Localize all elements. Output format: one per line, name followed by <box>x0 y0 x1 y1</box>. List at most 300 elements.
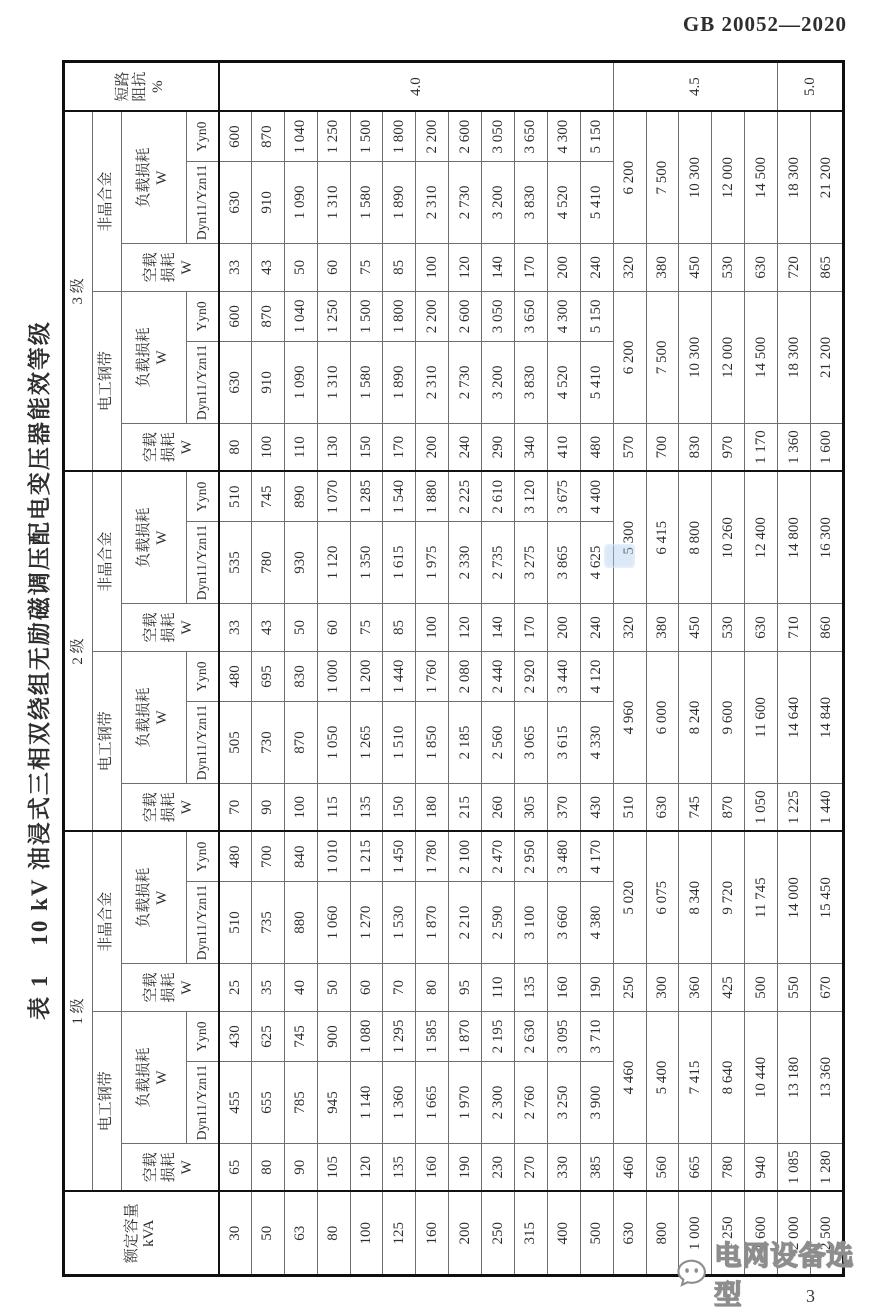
load-loss-yyn0-cell: 1 040 <box>284 291 317 341</box>
load-loss-yyn0-cell: 1 285 <box>350 471 383 521</box>
no-load-loss-cell: 830 <box>679 423 712 471</box>
load-loss-dyn11-cell: 1 360 <box>383 1062 416 1144</box>
load-loss-dyn11-cell: 3 830 <box>515 341 548 423</box>
load-loss-header <box>122 291 187 423</box>
header-line: 阻抗 <box>132 71 149 102</box>
load-loss-yyn0-cell: 430 <box>219 1012 252 1062</box>
load-loss-merged-cell: 4 460 <box>613 1012 646 1144</box>
no-load-loss-cell: 550 <box>778 964 811 1012</box>
load-loss-yyn0-cell: 2 080 <box>449 651 482 701</box>
table-row <box>416 61 449 1275</box>
no-load-loss-cell: 90 <box>284 1144 317 1192</box>
header-line: W <box>178 440 195 455</box>
load-loss-dyn11-cell: 2 185 <box>449 701 482 783</box>
no-load-loss-cell: 25 <box>219 964 252 1012</box>
impedance-cell: 5.0 <box>778 61 844 111</box>
load-loss-merged-cell: 14 000 <box>778 831 811 963</box>
load-loss-yyn0-cell: 1 450 <box>383 831 416 881</box>
header-line: kVA <box>141 1219 158 1247</box>
load-loss-dyn11-cell: 4 330 <box>580 701 613 783</box>
load-loss-dyn11-cell: 3 200 <box>482 161 515 243</box>
load-loss-dyn11-cell: 1 970 <box>449 1062 482 1144</box>
load-loss-yyn0-cell: 3 120 <box>515 471 548 521</box>
load-loss-yyn0-cell: 5 150 <box>580 291 613 341</box>
load-loss-yyn0-cell: 3 710 <box>580 1012 613 1062</box>
load-loss-dyn11-cell: 3 275 <box>515 521 548 603</box>
table-row <box>251 61 284 1275</box>
load-loss-merged-cell: 10 440 <box>745 1012 778 1144</box>
impedance-cell: 4.0 <box>219 61 614 111</box>
load-loss-merged-cell: 6 000 <box>646 651 679 783</box>
no-load-loss-cell: 530 <box>712 603 745 651</box>
no-load-loss-cell: 425 <box>712 964 745 1012</box>
header-line: 短路 <box>114 71 131 102</box>
table-row <box>613 61 646 1275</box>
no-load-loss-cell: 870 <box>712 783 745 831</box>
load-loss-merged-cell: 14 800 <box>778 471 811 603</box>
load-loss-dyn11-cell: 630 <box>219 341 252 423</box>
load-loss-yyn0-cell: 1 010 <box>317 831 350 881</box>
no-load-loss-cell: 380 <box>646 603 679 651</box>
load-loss-yyn0-cell: 700 <box>251 831 284 881</box>
load-loss-yyn0-cell: 4 300 <box>547 111 580 161</box>
no-load-loss-cell: 320 <box>613 243 646 291</box>
load-loss-dyn11-cell: 1 870 <box>416 882 449 964</box>
load-loss-dyn11-cell: 4 625 <box>580 521 613 603</box>
load-loss-dyn11-cell: 2 210 <box>449 882 482 964</box>
no-load-loss-header <box>122 603 219 651</box>
load-loss-merged-cell: 8 240 <box>679 651 712 783</box>
no-load-loss-cell: 60 <box>350 964 383 1012</box>
capacity-cell: 100 <box>350 1192 383 1276</box>
load-loss-dyn11-cell: 1 120 <box>317 521 350 603</box>
capacity-cell: 400 <box>547 1192 580 1276</box>
load-loss-dyn11-cell: 1 060 <box>317 882 350 964</box>
no-load-loss-cell: 510 <box>613 783 646 831</box>
load-loss-dyn11-cell: 3 615 <box>547 701 580 783</box>
no-load-loss-cell: 745 <box>679 783 712 831</box>
load-loss-yyn0-cell: 600 <box>219 111 252 161</box>
no-load-loss-header <box>122 1144 219 1192</box>
load-loss-yyn0-cell: 3 095 <box>547 1012 580 1062</box>
winding-header-dyn11: Dyn11/Yzn11 <box>187 341 219 423</box>
load-loss-dyn11-cell: 3 250 <box>547 1062 580 1144</box>
capacity-cell: 30 <box>219 1192 252 1276</box>
load-loss-dyn11-cell: 1 890 <box>383 161 416 243</box>
no-load-loss-cell: 410 <box>547 423 580 471</box>
material-header-steel: 电工钢带 <box>93 1012 122 1192</box>
load-loss-yyn0-cell: 2 440 <box>482 651 515 701</box>
load-loss-merged-cell: 14 500 <box>745 111 778 243</box>
load-loss-yyn0-cell: 2 225 <box>449 471 482 521</box>
winding-header-dyn11: Dyn11/Yzn11 <box>187 161 219 243</box>
no-load-loss-cell: 1 225 <box>778 783 811 831</box>
no-load-loss-cell: 80 <box>219 423 252 471</box>
no-load-loss-cell: 480 <box>580 423 613 471</box>
load-loss-yyn0-cell: 745 <box>251 471 284 521</box>
table-row <box>712 61 745 1275</box>
load-loss-yyn0-cell: 480 <box>219 831 252 881</box>
load-loss-dyn11-cell: 785 <box>284 1062 317 1144</box>
no-load-loss-cell: 120 <box>449 243 482 291</box>
no-load-loss-cell: 140 <box>482 243 515 291</box>
table-title <box>12 63 62 1277</box>
load-loss-yyn0-cell: 3 440 <box>547 651 580 701</box>
load-loss-dyn11-cell: 505 <box>219 701 252 783</box>
load-loss-merged-cell: 18 300 <box>778 111 811 243</box>
load-loss-yyn0-cell: 4 300 <box>547 291 580 341</box>
page-number: 3 <box>806 1286 815 1306</box>
load-loss-dyn11-cell: 3 865 <box>547 521 580 603</box>
header-line: 负载损耗 <box>136 147 153 208</box>
load-loss-yyn0-cell: 1 870 <box>449 1012 482 1062</box>
capacity-cell: 1 250 <box>712 1192 745 1276</box>
capacity-cell: 2 000 <box>778 1192 811 1276</box>
material-header-steel: 电工钢带 <box>93 651 122 831</box>
load-loss-merged-cell: 21 200 <box>811 291 844 423</box>
winding-header-yyn0: Yyn0 <box>187 471 219 521</box>
load-loss-merged-cell: 8 800 <box>679 471 712 603</box>
header-line: 空载 <box>143 432 160 463</box>
no-load-loss-cell: 430 <box>580 783 613 831</box>
grade-header: 2 级 <box>64 471 93 831</box>
no-load-loss-header <box>122 783 219 831</box>
no-load-loss-cell: 120 <box>350 1144 383 1192</box>
no-load-loss-cell: 340 <box>515 423 548 471</box>
load-loss-yyn0-cell: 1 585 <box>416 1012 449 1062</box>
load-loss-dyn11-cell: 2 760 <box>515 1062 548 1144</box>
header-row-materials <box>93 61 122 1275</box>
header-line: % <box>150 80 167 93</box>
no-load-loss-cell: 50 <box>284 243 317 291</box>
load-loss-yyn0-cell: 1 250 <box>317 111 350 161</box>
no-load-loss-cell: 135 <box>515 964 548 1012</box>
load-loss-dyn11-cell: 3 830 <box>515 161 548 243</box>
no-load-loss-cell: 60 <box>317 243 350 291</box>
load-loss-merged-cell: 14 640 <box>778 651 811 783</box>
load-loss-yyn0-cell: 3 480 <box>547 831 580 881</box>
load-loss-dyn11-cell: 1 580 <box>350 161 383 243</box>
capacity-cell: 1 000 <box>679 1192 712 1276</box>
capacity-cell: 2 500 <box>811 1192 844 1276</box>
load-loss-dyn11-cell: 2 730 <box>449 161 482 243</box>
no-load-loss-cell: 130 <box>317 423 350 471</box>
impedance-header <box>64 61 219 111</box>
capacity-cell: 250 <box>482 1192 515 1276</box>
no-load-loss-cell: 100 <box>416 243 449 291</box>
material-header-amorphous: 非晶合金 <box>93 471 122 651</box>
load-loss-dyn11-cell: 1 615 <box>383 521 416 603</box>
no-load-loss-cell: 360 <box>679 964 712 1012</box>
load-loss-merged-cell: 11 745 <box>745 831 778 963</box>
load-loss-merged-cell: 7 415 <box>679 1012 712 1144</box>
no-load-loss-cell: 385 <box>580 1144 613 1192</box>
no-load-loss-cell: 160 <box>547 964 580 1012</box>
no-load-loss-cell: 290 <box>482 423 515 471</box>
no-load-loss-cell: 670 <box>811 964 844 1012</box>
capacity-cell: 500 <box>580 1192 613 1276</box>
header-line: 负载损耗 <box>136 327 153 388</box>
no-load-loss-header <box>122 423 219 471</box>
no-load-loss-cell: 65 <box>219 1144 252 1192</box>
load-loss-header <box>122 111 187 243</box>
load-loss-dyn11-cell: 5 410 <box>580 161 613 243</box>
load-loss-yyn0-cell: 625 <box>251 1012 284 1062</box>
load-loss-merged-cell: 9 720 <box>712 831 745 963</box>
no-load-loss-cell: 460 <box>613 1144 646 1192</box>
watermark-smudge <box>604 544 635 568</box>
table-row <box>580 61 613 1275</box>
header-line: W <box>154 890 170 905</box>
no-load-loss-cell: 780 <box>712 1144 745 1192</box>
no-load-loss-cell: 33 <box>219 603 252 651</box>
load-loss-yyn0-cell: 480 <box>219 651 252 701</box>
winding-header-yyn0: Yyn0 <box>187 1012 219 1062</box>
load-loss-dyn11-cell: 3 900 <box>580 1062 613 1144</box>
table-row <box>515 61 548 1275</box>
table-row <box>679 61 712 1275</box>
load-loss-merged-cell: 15 450 <box>811 831 844 963</box>
load-loss-dyn11-cell: 880 <box>284 882 317 964</box>
table-row <box>219 61 252 1275</box>
load-loss-dyn11-cell: 2 730 <box>449 341 482 423</box>
load-loss-dyn11-cell: 1 090 <box>284 341 317 423</box>
no-load-loss-cell: 105 <box>317 1144 350 1192</box>
no-load-loss-cell: 970 <box>712 423 745 471</box>
load-loss-yyn0-cell: 2 200 <box>416 111 449 161</box>
no-load-loss-header <box>122 964 219 1012</box>
no-load-loss-cell: 270 <box>515 1144 548 1192</box>
load-loss-header <box>122 1012 187 1144</box>
load-loss-dyn11-cell: 1 350 <box>350 521 383 603</box>
no-load-loss-cell: 305 <box>515 783 548 831</box>
load-loss-yyn0-cell: 1 000 <box>317 651 350 701</box>
load-loss-yyn0-cell: 2 600 <box>449 291 482 341</box>
load-loss-dyn11-cell: 735 <box>251 882 284 964</box>
standard-number: GB 20052—2020 <box>682 12 847 36</box>
load-loss-merged-cell: 6 075 <box>646 831 679 963</box>
table-title-text: 10 kV 油浸式三相双绕组无励磁调压配电变压器能效等级 <box>26 320 52 946</box>
no-load-loss-cell: 240 <box>449 423 482 471</box>
no-load-loss-cell: 370 <box>547 783 580 831</box>
no-load-loss-cell: 70 <box>383 964 416 1012</box>
header-row-grades <box>64 61 93 1275</box>
no-load-loss-cell: 230 <box>482 1144 515 1192</box>
no-load-loss-cell: 1 050 <box>745 783 778 831</box>
load-loss-merged-cell: 21 200 <box>811 111 844 243</box>
material-header-amorphous: 非晶合金 <box>93 111 122 291</box>
table-title-label: 表 1 <box>26 973 52 1020</box>
no-load-loss-cell: 630 <box>745 243 778 291</box>
load-loss-merged-cell: 5 020 <box>613 831 646 963</box>
load-loss-yyn0-cell: 1 780 <box>416 831 449 881</box>
no-load-loss-cell: 80 <box>251 1144 284 1192</box>
load-loss-dyn11-cell: 2 560 <box>482 701 515 783</box>
no-load-loss-cell: 260 <box>482 783 515 831</box>
load-loss-dyn11-cell: 1 975 <box>416 521 449 603</box>
no-load-loss-cell: 85 <box>383 243 416 291</box>
no-load-loss-cell: 720 <box>778 243 811 291</box>
no-load-loss-cell: 180 <box>416 783 449 831</box>
load-loss-merged-cell: 7 500 <box>646 111 679 243</box>
load-loss-dyn11-cell: 3 100 <box>515 882 548 964</box>
load-loss-dyn11-cell: 2 310 <box>416 161 449 243</box>
header-line: 空载 <box>143 1152 160 1183</box>
no-load-loss-cell: 120 <box>449 603 482 651</box>
load-loss-dyn11-cell: 1 140 <box>350 1062 383 1144</box>
no-load-loss-cell: 40 <box>284 964 317 1012</box>
no-load-loss-cell: 35 <box>251 964 284 1012</box>
no-load-loss-cell: 33 <box>219 243 252 291</box>
no-load-loss-cell: 240 <box>580 243 613 291</box>
capacity-cell: 1 600 <box>745 1192 778 1276</box>
load-loss-merged-cell: 6 200 <box>613 291 646 423</box>
header-line: 损耗 <box>160 972 177 1003</box>
load-loss-dyn11-cell: 630 <box>219 161 252 243</box>
capacity-cell: 50 <box>251 1192 284 1276</box>
load-loss-yyn0-cell: 4 120 <box>580 651 613 701</box>
header-line: W <box>178 260 195 275</box>
header-line: W <box>154 350 170 365</box>
no-load-loss-cell: 380 <box>646 243 679 291</box>
load-loss-dyn11-cell: 4 520 <box>547 341 580 423</box>
load-loss-yyn0-cell: 695 <box>251 651 284 701</box>
no-load-loss-cell: 115 <box>317 783 350 831</box>
no-load-loss-cell: 200 <box>416 423 449 471</box>
load-loss-dyn11-cell: 1 310 <box>317 161 350 243</box>
no-load-loss-cell: 940 <box>745 1144 778 1192</box>
load-loss-yyn0-cell: 3 675 <box>547 471 580 521</box>
winding-header-dyn11: Dyn11/Yzn11 <box>187 1062 219 1144</box>
no-load-loss-cell: 710 <box>778 603 811 651</box>
load-loss-merged-cell: 10 260 <box>712 471 745 603</box>
capacity-cell: 125 <box>383 1192 416 1276</box>
load-loss-merged-cell: 18 300 <box>778 291 811 423</box>
table-row <box>350 61 383 1275</box>
load-loss-yyn0-cell: 870 <box>251 111 284 161</box>
load-loss-dyn11-cell: 2 330 <box>449 521 482 603</box>
no-load-loss-cell: 250 <box>613 964 646 1012</box>
header-line: 损耗 <box>160 432 177 463</box>
header-line: 负载损耗 <box>136 507 153 568</box>
header-row-loss <box>122 61 187 1275</box>
no-load-loss-cell: 330 <box>547 1144 580 1192</box>
load-loss-dyn11-cell: 910 <box>251 161 284 243</box>
load-loss-yyn0-cell: 3 650 <box>515 111 548 161</box>
load-loss-merged-cell: 16 300 <box>811 471 844 603</box>
no-load-loss-cell: 100 <box>251 423 284 471</box>
material-header-steel: 电工钢带 <box>93 291 122 471</box>
no-load-loss-cell: 140 <box>482 603 515 651</box>
no-load-loss-cell: 190 <box>580 964 613 1012</box>
no-load-loss-cell: 1 600 <box>811 423 844 471</box>
load-loss-merged-cell: 10 300 <box>679 111 712 243</box>
header-line: 空载 <box>143 792 160 823</box>
load-loss-merged-cell: 10 300 <box>679 291 712 423</box>
watermark-text: 电网设备选型 <box>714 1241 855 1310</box>
load-loss-dyn11-cell: 1 050 <box>317 701 350 783</box>
load-loss-dyn11-cell: 1 270 <box>350 882 383 964</box>
no-load-loss-cell: 450 <box>679 603 712 651</box>
load-loss-merged-cell: 6 200 <box>613 111 646 243</box>
header-line: W <box>154 530 170 545</box>
load-loss-yyn0-cell: 2 195 <box>482 1012 515 1062</box>
no-load-loss-cell: 865 <box>811 243 844 291</box>
no-load-loss-cell: 1 280 <box>811 1144 844 1192</box>
capacity-header <box>64 1192 219 1276</box>
load-loss-yyn0-cell: 2 610 <box>482 471 515 521</box>
load-loss-yyn0-cell: 1 215 <box>350 831 383 881</box>
no-load-loss-cell: 43 <box>251 243 284 291</box>
winding-header-yyn0: Yyn0 <box>187 651 219 701</box>
header-line: W <box>178 800 195 815</box>
no-load-loss-cell: 170 <box>515 243 548 291</box>
load-loss-yyn0-cell: 5 150 <box>580 111 613 161</box>
no-load-loss-cell: 665 <box>679 1144 712 1192</box>
no-load-loss-cell: 1 440 <box>811 783 844 831</box>
load-loss-merged-cell: 13 180 <box>778 1012 811 1144</box>
load-loss-yyn0-cell: 1 080 <box>350 1012 383 1062</box>
winding-header-dyn11: Dyn11/Yzn11 <box>187 701 219 783</box>
load-loss-dyn11-cell: 510 <box>219 882 252 964</box>
header-line: W <box>178 1160 195 1175</box>
grade-header: 3 级 <box>64 111 93 471</box>
rotated-table-block <box>12 63 842 1277</box>
load-loss-dyn11-cell: 1 265 <box>350 701 383 783</box>
load-loss-yyn0-cell: 1 040 <box>284 111 317 161</box>
load-loss-merged-cell: 7 500 <box>646 291 679 423</box>
load-loss-merged-cell: 14 840 <box>811 651 844 783</box>
load-loss-dyn11-cell: 780 <box>251 521 284 603</box>
source-watermark <box>674 1241 879 1310</box>
impedance-cell: 4.5 <box>613 61 777 111</box>
no-load-loss-cell: 170 <box>383 423 416 471</box>
load-loss-dyn11-cell: 5 410 <box>580 341 613 423</box>
load-loss-dyn11-cell: 2 310 <box>416 341 449 423</box>
header-line: 空载 <box>143 252 160 283</box>
no-load-loss-cell: 450 <box>679 243 712 291</box>
load-loss-dyn11-cell: 4 520 <box>547 161 580 243</box>
no-load-loss-cell: 75 <box>350 603 383 651</box>
header-line: 负载损耗 <box>136 687 153 748</box>
load-loss-merged-cell: 4 960 <box>613 651 646 783</box>
load-loss-yyn0-cell: 2 600 <box>449 111 482 161</box>
no-load-loss-cell: 190 <box>449 1144 482 1192</box>
no-load-loss-cell: 240 <box>580 603 613 651</box>
load-loss-dyn11-cell: 3 200 <box>482 341 515 423</box>
no-load-loss-cell: 80 <box>416 964 449 1012</box>
load-loss-merged-cell: 6 415 <box>646 471 679 603</box>
no-load-loss-cell: 43 <box>251 603 284 651</box>
load-loss-dyn11-cell: 1 310 <box>317 341 350 423</box>
load-loss-yyn0-cell: 1 540 <box>383 471 416 521</box>
header-line: W <box>154 710 170 725</box>
load-loss-dyn11-cell: 1 890 <box>383 341 416 423</box>
load-loss-dyn11-cell: 2 300 <box>482 1062 515 1144</box>
no-load-loss-cell: 100 <box>416 603 449 651</box>
no-load-loss-cell: 135 <box>383 1144 416 1192</box>
load-loss-yyn0-cell: 3 650 <box>515 291 548 341</box>
table-row <box>284 61 317 1275</box>
header-line: W <box>154 1070 170 1085</box>
no-load-loss-cell: 150 <box>383 783 416 831</box>
table-row <box>482 61 515 1275</box>
load-loss-yyn0-cell: 2 950 <box>515 831 548 881</box>
load-loss-yyn0-cell: 830 <box>284 651 317 701</box>
load-loss-yyn0-cell: 840 <box>284 831 317 881</box>
material-header-amorphous: 非晶合金 <box>93 831 122 1011</box>
load-loss-yyn0-cell: 1 760 <box>416 651 449 701</box>
